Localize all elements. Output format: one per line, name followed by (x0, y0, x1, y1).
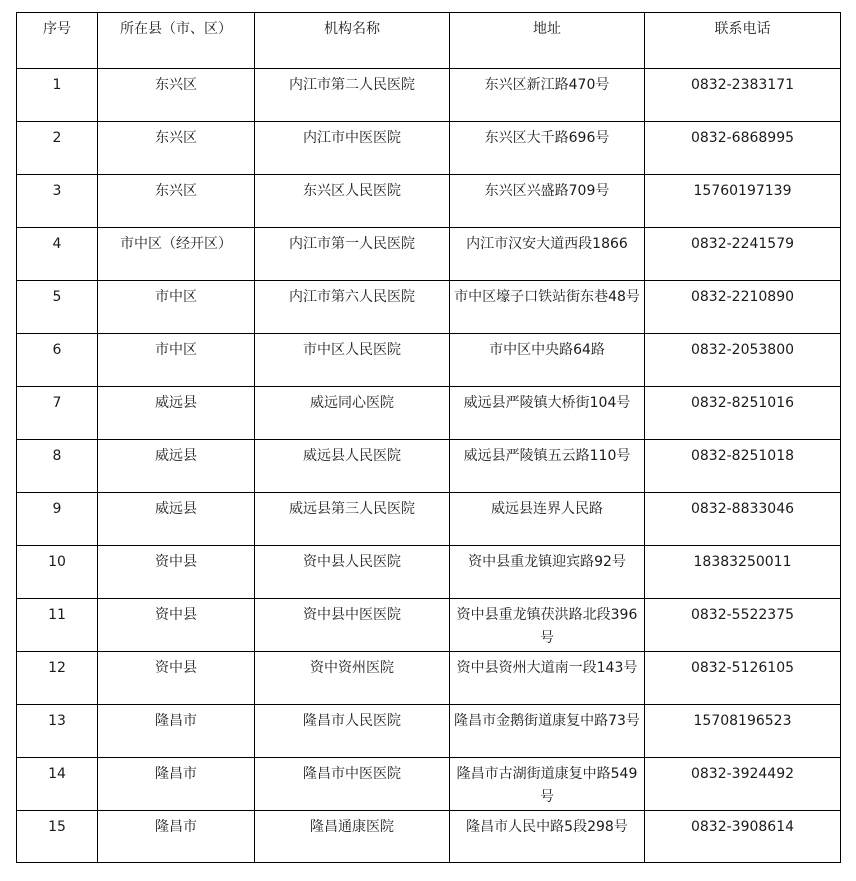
cell-index: 6 (17, 334, 98, 387)
cell-index: 4 (17, 228, 98, 281)
cell-phone: 0832-3924492 (645, 758, 841, 811)
cell-index: 8 (17, 440, 98, 493)
cell-institution: 威远同心医院 (255, 387, 450, 440)
cell-county: 市中区（经开区） (98, 228, 255, 281)
cell-phone: 15708196523 (645, 705, 841, 758)
cell-institution: 东兴区人民医院 (255, 175, 450, 228)
header-index: 序号 (17, 13, 98, 69)
cell-county: 资中县 (98, 652, 255, 705)
table-row (17, 652, 841, 705)
cell-institution: 内江市第一人民医院 (255, 228, 450, 281)
cell-county: 隆昌市 (98, 811, 255, 863)
cell-address: 隆昌市古湖街道康复中路549号 (450, 758, 645, 811)
table-row (17, 387, 841, 440)
cell-index: 14 (17, 758, 98, 811)
cell-phone: 15760197139 (645, 175, 841, 228)
cell-phone: 0832-8251016 (645, 387, 841, 440)
table-row (17, 811, 841, 863)
cell-institution: 隆昌市中医医院 (255, 758, 450, 811)
cell-index: 15 (17, 811, 98, 863)
cell-index: 10 (17, 546, 98, 599)
cell-county: 资中县 (98, 546, 255, 599)
cell-institution: 市中区人民医院 (255, 334, 450, 387)
cell-county: 隆昌市 (98, 758, 255, 811)
table-row (17, 281, 841, 334)
table-row (17, 69, 841, 122)
cell-institution: 威远县人民医院 (255, 440, 450, 493)
cell-index: 7 (17, 387, 98, 440)
cell-county: 市中区 (98, 281, 255, 334)
cell-county: 威远县 (98, 440, 255, 493)
cell-phone: 0832-8833046 (645, 493, 841, 546)
cell-county: 资中县 (98, 599, 255, 652)
cell-address: 资中县资州大道南一段143号 (450, 652, 645, 705)
cell-phone: 0832-3908614 (645, 811, 841, 863)
cell-index: 11 (17, 599, 98, 652)
cell-address: 资中县重龙镇茯洪路北段396号 (450, 599, 645, 652)
cell-institution: 内江市第二人民医院 (255, 69, 450, 122)
cell-address: 隆昌市人民中路5段298号 (450, 811, 645, 863)
cell-index: 12 (17, 652, 98, 705)
cell-address: 内江市汉安大道西段1866 (450, 228, 645, 281)
cell-institution: 资中资州医院 (255, 652, 450, 705)
cell-phone: 0832-2053800 (645, 334, 841, 387)
cell-index: 13 (17, 705, 98, 758)
cell-address: 东兴区大千路696号 (450, 122, 645, 175)
cell-institution: 内江市第六人民医院 (255, 281, 450, 334)
header-address: 地址 (450, 13, 645, 69)
cell-county: 东兴区 (98, 122, 255, 175)
cell-address: 资中县重龙镇迎宾路92号 (450, 546, 645, 599)
cell-address: 威远县连界人民路 (450, 493, 645, 546)
cell-county: 威远县 (98, 493, 255, 546)
table-row (17, 440, 841, 493)
cell-institution: 隆昌通康医院 (255, 811, 450, 863)
cell-county: 隆昌市 (98, 705, 255, 758)
table-row (17, 122, 841, 175)
cell-address: 威远县严陵镇五云路110号 (450, 440, 645, 493)
cell-phone: 0832-6868995 (645, 122, 841, 175)
table-row (17, 705, 841, 758)
table-row (17, 228, 841, 281)
cell-index: 3 (17, 175, 98, 228)
cell-index: 2 (17, 122, 98, 175)
cell-index: 5 (17, 281, 98, 334)
cell-phone: 0832-2241579 (645, 228, 841, 281)
hospital-directory-table (16, 12, 841, 863)
cell-address: 隆昌市金鹅街道康复中路73号 (450, 705, 645, 758)
header-institution: 机构名称 (255, 13, 450, 69)
cell-county: 威远县 (98, 387, 255, 440)
cell-county: 市中区 (98, 334, 255, 387)
cell-phone: 0832-5126105 (645, 652, 841, 705)
cell-index: 9 (17, 493, 98, 546)
header-phone: 联系电话 (645, 13, 841, 69)
header-county: 所在县（市、区） (98, 13, 255, 69)
cell-institution: 内江市中医医院 (255, 122, 450, 175)
cell-address: 市中区壕子口铁站街东巷48号 (450, 281, 645, 334)
cell-address: 威远县严陵镇大桥街104号 (450, 387, 645, 440)
cell-institution: 威远县第三人民医院 (255, 493, 450, 546)
cell-county: 东兴区 (98, 69, 255, 122)
cell-institution: 隆昌市人民医院 (255, 705, 450, 758)
cell-institution: 资中县人民医院 (255, 546, 450, 599)
table-row (17, 175, 841, 228)
cell-address: 东兴区新江路470号 (450, 69, 645, 122)
cell-index: 1 (17, 69, 98, 122)
table-body (17, 69, 841, 863)
cell-phone: 0832-8251018 (645, 440, 841, 493)
table-row (17, 599, 841, 652)
cell-phone: 18383250011 (645, 546, 841, 599)
header-row (17, 13, 841, 69)
cell-phone: 0832-2210890 (645, 281, 841, 334)
table-row (17, 546, 841, 599)
cell-phone: 0832-5522375 (645, 599, 841, 652)
table-row (17, 334, 841, 387)
cell-phone: 0832-2383171 (645, 69, 841, 122)
cell-institution: 资中县中医医院 (255, 599, 450, 652)
cell-address: 市中区中央路64路 (450, 334, 645, 387)
table-row (17, 758, 841, 811)
cell-county: 东兴区 (98, 175, 255, 228)
table-row (17, 493, 841, 546)
cell-address: 东兴区兴盛路709号 (450, 175, 645, 228)
